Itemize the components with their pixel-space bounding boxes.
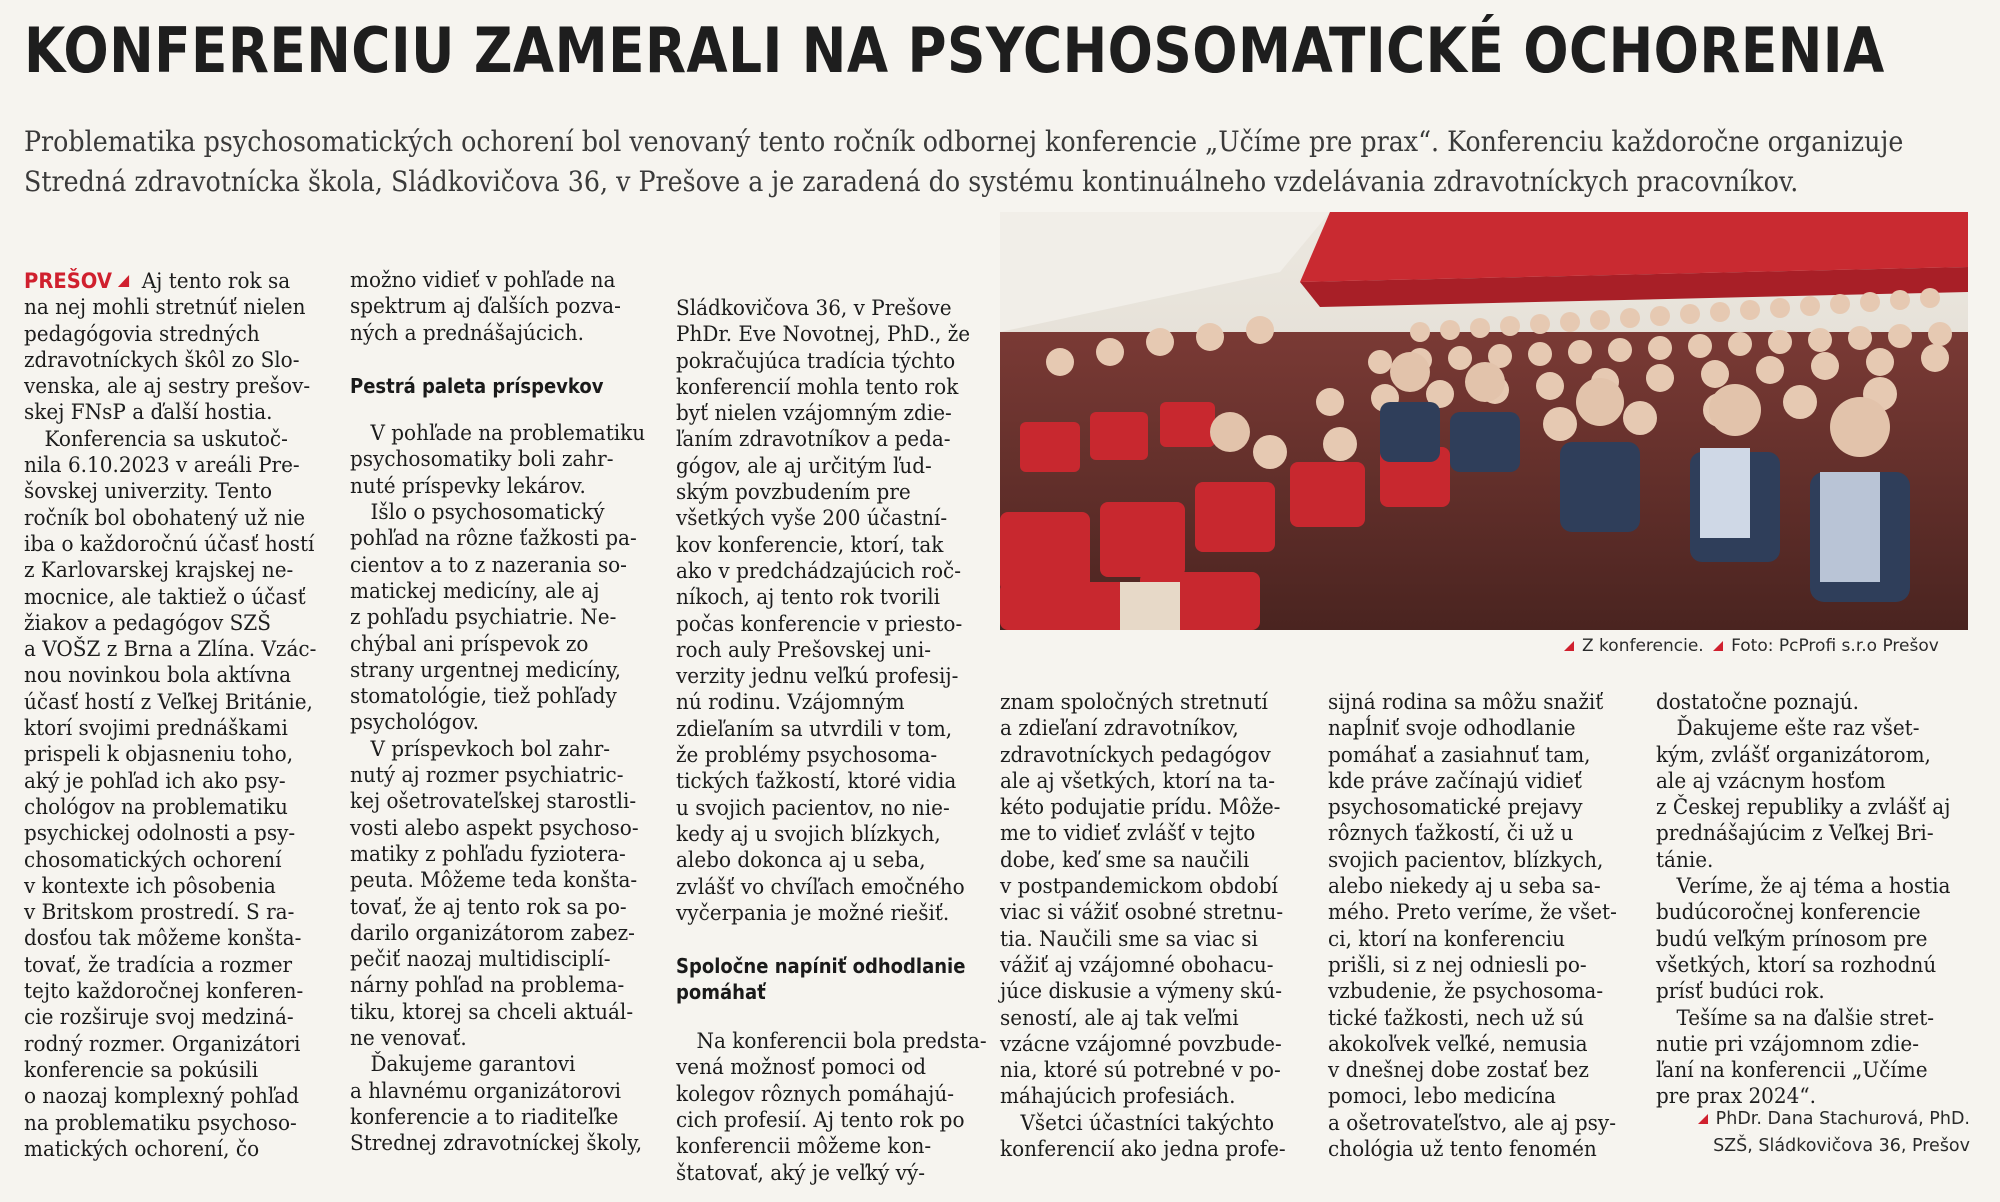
text-line: vzácne vzájomné povzbude- <box>1000 1031 1282 1057</box>
text-line: štatovať, aký je veľký vý- <box>676 1160 925 1186</box>
text-line: kov konferencie, ktorí, tak <box>676 532 944 558</box>
text-line: Konferencia sa uskutoč- <box>44 426 288 452</box>
text-line: dobe, keď sme sa naučili <box>1000 847 1250 873</box>
text-line: V príspevkoch bol zahr- <box>370 736 611 762</box>
photo-caption <box>1560 636 1970 662</box>
text-line: byť nielen vzájomným zdie- <box>676 401 952 427</box>
text-line: a zdieľaní zdravotníkov, <box>1000 716 1239 742</box>
text-line: Aj tento rok sa <box>141 269 291 294</box>
text-line: iba o každoročnú účasť hostí <box>24 531 315 557</box>
author-name <box>1660 1106 1970 1133</box>
text-line: zdravotníckych pedagógov <box>1000 742 1271 768</box>
text-line: cientov a to z nazerania so- <box>350 552 627 578</box>
text-line: matiky z pohľadu fyziotera- <box>350 841 626 867</box>
text-line: svojich pacientov, blízkych, <box>1328 847 1604 873</box>
text-line: a VOŠZ z Brna a Zlína. Vzác- <box>24 637 317 663</box>
text-line: alebo niekedy aj u seba sa- <box>1328 874 1601 900</box>
text-line: dosťou tak môžeme konšta- <box>24 926 302 952</box>
text-line: ako v predchádzajúcich roč- <box>676 558 961 584</box>
text-line: chosomatických ochorení <box>24 847 282 873</box>
text-line: zdieľaním sa utvrdili v tom, <box>676 716 953 742</box>
text-line: spektrum aj ďalších pozva- <box>350 294 621 320</box>
text-line: stomatológie, tiež pohľady <box>350 684 617 710</box>
text-line: Na konferencii bola predsta- <box>696 1029 987 1055</box>
text-line: psychickej odolnosti a psy- <box>24 821 296 847</box>
text-line: Veríme, že aj téma a hostia <box>1676 874 1951 900</box>
text-line: u svojich pacientov, no nie- <box>676 795 950 821</box>
text-line: na problematiku psychoso- <box>24 1110 297 1136</box>
text-line: na nej mohli stretnúť nielen <box>24 295 306 321</box>
red-triangle-icon <box>1564 641 1574 651</box>
text-line: všetkých vyše 200 účastní- <box>676 506 948 532</box>
text-line: prišli, si z nej odniesli po- <box>1328 952 1587 978</box>
subheading-spolocne: pomáhať <box>676 980 766 1005</box>
text-line: strany urgentnej medicíny, <box>350 657 622 683</box>
author-affiliation: SZŠ, Sládkovičova 36, Prešov <box>1713 1136 1970 1156</box>
text-line: sijná rodina sa môžu snažiť <box>1328 690 1604 715</box>
text-line: pomáhať a zasiahnuť tam, <box>1328 742 1591 768</box>
text-line: ľaním zdravotníkov a peda- <box>676 427 951 453</box>
text-line: V pohľade na problematiku <box>370 421 646 447</box>
lead-paragraph <box>24 122 1984 202</box>
text-line: zdravotníckych škôl zo Slo- <box>24 347 300 373</box>
text-line: chológia už tento fenomén <box>1328 1137 1597 1163</box>
text-line: cie rozširuje svoj medziná- <box>24 1005 294 1031</box>
text-line: z Českej republiky a zvlášť aj <box>1656 795 1951 821</box>
text-line: že problémy psychosoma- <box>676 743 938 769</box>
text-line: o naozaj komplexný pohľad <box>24 1084 300 1110</box>
article-column-6 <box>1656 690 1966 1111</box>
dateline: PREŠOV <box>24 269 112 293</box>
text-line: žiakov a pedagógov SZŠ <box>24 610 271 636</box>
red-triangle-icon <box>1698 1114 1708 1124</box>
article-column-2 <box>350 268 650 1158</box>
text-line: mocnice, ale taktiež o účasť <box>24 584 306 610</box>
text-line: matickej medicíny, ale aj <box>350 578 600 604</box>
text-line: viac si vážiť osobné stretnu- <box>1000 900 1284 926</box>
text-line: pohľad na rôzne ťažkosti pa- <box>350 526 637 552</box>
text-line: tejto každoročnej konferen- <box>24 979 304 1005</box>
text-line: aký je pohľad ich ako psy- <box>24 768 286 794</box>
text-line: me to vidieť zvlášť v tejto <box>1000 821 1256 847</box>
text-line: vená možnosť pomoci od <box>676 1055 927 1081</box>
text-line: nú rodinu. Vzájomným <box>676 690 905 716</box>
author-signature <box>1660 1106 1970 1160</box>
text-line: nutý aj rozmer psychiatric- <box>350 763 624 789</box>
text-line: kde práve začínajú vidieť <box>1328 768 1582 794</box>
subheading-spolocne: Spoločne napíniť odhodlanie <box>676 954 966 979</box>
text-line: pomoci, lebo medicína <box>1328 1084 1556 1110</box>
text-line: nutie pri vzájomnom zdie- <box>1656 1031 1919 1057</box>
text-line: pokračujúca tradícia týchto <box>676 348 956 374</box>
text-line: darilo organizátorom zabez- <box>350 920 635 946</box>
conference-photo <box>1000 212 1968 630</box>
text-line: ktorí svojimi prednáškami <box>24 716 288 742</box>
text-line: a ošetrovateľstvo, ale aj psy- <box>1328 1110 1616 1136</box>
text-line: níkoch, aj tento rok tvorili <box>676 585 941 611</box>
text-line: ľaní na konferencii „Učíme <box>1656 1058 1928 1084</box>
text-line: matických ochorení, čo <box>24 1136 260 1162</box>
headline: KONFERENCIU ZAMERALI NA PSYCHOSOMATICKÉ OCHORENIA <box>24 14 1885 87</box>
text-line: vážiť aj vzájomné obohacu- <box>1000 952 1274 978</box>
text-line: nia, ktoré sú potrebné v po- <box>1000 1058 1281 1084</box>
text-line: pedagógovia stredných <box>24 321 260 347</box>
text-line: júce diskusie a výmeny skú- <box>1000 979 1282 1005</box>
text-line: z pohľadu psychiatrie. Ne- <box>350 605 617 631</box>
text-line: Tešíme sa na ďalšie stret- <box>1676 1005 1935 1031</box>
dateline-line <box>24 268 303 295</box>
text-line: alebo dokonca aj u seba, <box>676 848 926 874</box>
text-line: ných a prednášajúcich. <box>350 320 584 346</box>
article-column-1 <box>24 268 324 1163</box>
text-line: zvlášť vo chvíľach emočného <box>676 874 965 900</box>
text-line: nou novinkou bola aktívna <box>24 663 292 689</box>
article-column-5 <box>1328 690 1638 1163</box>
text-line: všetkých, ktorí sa rozhodnú <box>1656 952 1937 978</box>
text-line: konferencií mohla tento rok <box>676 374 959 400</box>
red-triangle-icon <box>1713 641 1723 651</box>
text-line: chológov na problematiku <box>24 794 288 820</box>
subheading-pestra-paleta: Pestrá paleta príspevkov <box>350 373 604 398</box>
text-line: Všetci účastníci takýchto <box>1020 1110 1275 1136</box>
text-line: psychosomatiky boli zahr- <box>350 447 614 473</box>
text-line: vosti alebo aspekt psychoso- <box>350 815 639 841</box>
text-line: venska, ale aj sestry prešov- <box>24 374 311 400</box>
text-line: chýbal ani príspevok zo <box>350 631 589 657</box>
text-line: konferencie sa pokúsili <box>24 1057 259 1083</box>
text-line: tiku, ktorej sa chceli aktuál- <box>350 999 634 1025</box>
text-line: počas konferencie v priesto- <box>676 611 963 637</box>
text-line: tických ťažkostí, ktoré vidia <box>676 769 957 795</box>
text-line: a hlavnému organizátorovi <box>350 1078 622 1104</box>
text-line: v kontexte ich pôsobenia <box>24 873 276 899</box>
text-line: rodný rozmer. Organizátori <box>24 1031 301 1057</box>
text-line: tia. Naučili sme sa viac si <box>1000 926 1258 952</box>
text-line: v dnešnej dobe zostať bez <box>1328 1058 1589 1084</box>
article-column-4 <box>1000 690 1310 1163</box>
text-line: v Britskom prostredí. S ra- <box>24 900 295 926</box>
text-line: šovskej univerzity. Tento <box>24 479 273 505</box>
text-line: ale aj vzácnym hosťom <box>1656 768 1886 794</box>
text-line: v postpandemickom období <box>1000 874 1278 900</box>
text-line: cich profesií. Aj tento rok po <box>676 1108 965 1134</box>
text-line: ne venovať. <box>350 1026 467 1052</box>
text-line: Sládkovičova 36, v Prešove <box>676 296 952 321</box>
text-line: tánie. <box>1656 847 1714 873</box>
text-line: možno vidieť v pohľade na <box>350 268 616 293</box>
text-line: prísť budúci rok. <box>1656 979 1825 1005</box>
text-line: z Karlovarskej krajskej ne- <box>24 558 294 584</box>
text-line: tovať, že tradícia a rozmer <box>24 952 293 978</box>
text-line: prednášajúcim z Veľkej Bri- <box>1656 821 1934 847</box>
text-line: kéto podujatie prídu. Môže- <box>1000 795 1281 821</box>
text-line: pečiť naozaj multidisciplí- <box>350 947 611 973</box>
text-line: dostatočne poznajú. <box>1656 690 1860 715</box>
lead-line: Problematika psychosomatických ochorení bol venovaný tento ročník odbornej konferencie „Učíme pre prax“. Konferenciu každoročne organizuje <box>24 125 1904 158</box>
text-line: kej ošetrovateľskej starostli- <box>350 789 637 815</box>
text-line: psychológov. <box>350 710 480 736</box>
text-line: vyčerpania je možné riešiť. <box>676 900 950 926</box>
text-line: tické ťažkosti, nech už sú <box>1328 1005 1585 1031</box>
text-line: Išlo o psychosomatický <box>370 500 605 526</box>
text-line: Ďakujeme garantovi <box>370 1052 576 1078</box>
text-line: nila 6.10.2023 v areáli Pre- <box>24 453 300 479</box>
text-line: konferencií ako jedna profe- <box>1000 1137 1286 1163</box>
red-triangle-icon <box>118 275 129 287</box>
text-line: mého. Preto veríme, že všet- <box>1328 900 1617 926</box>
text-line: nárny pohľad na problema- <box>350 973 625 999</box>
photo-credit: Foto: PcProfi s.r.o Prešov <box>1731 636 1939 656</box>
text-line: rôznych ťažkostí, či už u <box>1328 821 1574 847</box>
text-line: kolegov rôznych pomáhajú- <box>676 1081 954 1107</box>
text-line: budúcoročnej konferencie <box>1656 900 1921 926</box>
text-line: kým, zvlášť organizátorom, <box>1656 742 1931 768</box>
text-line: ročník bol obohatený už nie <box>24 505 306 531</box>
text-line: verzity jednu veľkú profesij- <box>676 664 959 690</box>
text-line: PhDr. Eve Novotnej, PhD., že <box>676 322 971 348</box>
text-line: kedy aj u svojich blízkych, <box>676 821 941 847</box>
text-line: ským povzbudením pre <box>676 480 911 506</box>
text-line: konferencie a to riaditeľke <box>350 1104 619 1130</box>
text-line: budú veľkým prínosom pre <box>1656 926 1928 952</box>
text-line: tovať, že aj tento rok sa po- <box>350 894 627 920</box>
text-line: ci, ktorí na konferenciu <box>1328 926 1565 952</box>
text-line: seností, ale aj tak veľmi <box>1000 1005 1239 1031</box>
text-line: nuté príspevky lekárov. <box>350 473 586 499</box>
text-line: psychosomatické prejavy <box>1328 795 1583 821</box>
text-line: Strednej zdravotníckej školy, <box>350 1131 643 1157</box>
text-line: účasť hostí z Veľkej Británie, <box>24 689 313 715</box>
text-line: roch auly Prešovskej uni- <box>676 637 931 663</box>
audience-illustration <box>1000 212 1968 630</box>
text-line: znam spoločných stretnutí <box>1000 690 1268 715</box>
text-line: vzbudenie, že psychosoma- <box>1328 979 1604 1005</box>
text-line: skej FNsP a ďalší hostia. <box>24 400 273 426</box>
text-line: ale aj všetkých, ktorí na ta- <box>1000 768 1275 794</box>
lead-line: Stredná zdravotnícka škola, Sládkovičova 36, v Prešove a je zaradená do systému kontinuálneho vzdelávania zdravotníckych pracovníkov. <box>24 165 1799 198</box>
author-name-text: PhDr. Dana Stachurová, PhD. <box>1715 1109 1970 1129</box>
article-column-3 <box>676 296 986 1187</box>
text-line: napĺniť svoje odhodlanie <box>1328 716 1576 742</box>
text-line: konferencii môžeme kon- <box>676 1134 932 1160</box>
text-line: Ďakujeme ešte raz všet- <box>1676 716 1920 742</box>
text-line: peuta. Môžeme teda konšta- <box>350 868 638 894</box>
text-line: gógov, ale aj určitým ľud- <box>676 453 932 479</box>
text-line: akokoľvek veľké, nemusia <box>1328 1031 1588 1057</box>
text-line: pre prax 2024“. <box>1656 1084 1816 1110</box>
caption-text: Z konferencie. <box>1582 636 1704 656</box>
text-line: máhajúcich profesiách. <box>1000 1084 1236 1110</box>
text-line: prispeli k objasneniu toho, <box>24 742 294 768</box>
